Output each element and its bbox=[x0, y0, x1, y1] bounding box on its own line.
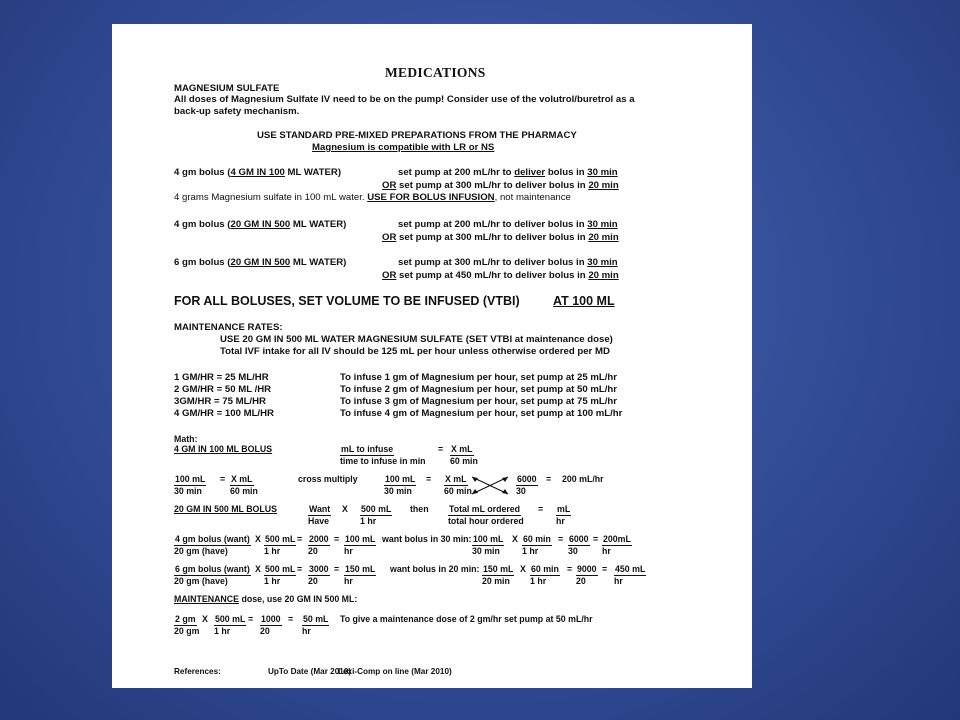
bolus100-label: 4 GM IN 100 ML BOLUS bbox=[174, 444, 273, 454]
then-label: then bbox=[410, 504, 429, 514]
rate-2: 2 GM/HR = 50 ML /HR bbox=[174, 384, 272, 395]
bolus3-line1: set pump at 300 mL/hr to deliver bolus in 30 min bbox=[398, 257, 618, 268]
equals: = bbox=[297, 564, 303, 574]
want-have-fraction: Want Have bbox=[308, 504, 331, 526]
rate-2-desc: To infuse 2 gm of Magnesium per hour, set pump at 50 mL/hr bbox=[340, 384, 618, 395]
times: X bbox=[202, 614, 208, 624]
equals: = bbox=[538, 504, 544, 514]
ex2-want-label: want bolus in 20 min: bbox=[390, 564, 480, 574]
ex1-100-30: 100 mL 30 min bbox=[472, 534, 504, 556]
vtbi-value: AT 100 ML bbox=[553, 294, 615, 308]
page-title: MEDICATIONS bbox=[385, 65, 486, 80]
equals: = bbox=[602, 564, 608, 574]
rate-1-desc: To infuse 1 gm of Magnesium per hour, set pump at 25 mL/hr bbox=[340, 372, 618, 383]
section-heading: MAGNESIUM SULFATE bbox=[174, 83, 280, 94]
ex1-60-1: 60 min 1 hr bbox=[522, 534, 551, 556]
cross-multiply-label: cross multiply bbox=[298, 474, 358, 484]
premix-heading: USE STANDARD PRE-MIXED PREPARATIONS FROM THE PHARMACY bbox=[257, 130, 577, 141]
x-ml-fraction: X mL 60 min bbox=[450, 444, 478, 466]
bolus2-label: 4 gm bolus (20 GM IN 500 ML WATER) bbox=[174, 219, 347, 230]
ex1-200ml-hr: $\frac{200mL}{hr}$ bbox=[602, 534, 631, 556]
times: X bbox=[255, 534, 261, 544]
times: X bbox=[342, 504, 348, 514]
ex1-6000-30: $\frac{6000}{30}$ bbox=[568, 534, 589, 556]
equals: = bbox=[558, 534, 564, 544]
rate-4-desc: To infuse 4 gm of Magnesium per hour, set pump at 100 mL/hr bbox=[340, 408, 623, 419]
ex1-100ml-hr: $\frac{100 mL}{hr}$ bbox=[344, 534, 376, 556]
equals: = bbox=[334, 534, 340, 544]
equals: = bbox=[248, 614, 254, 624]
math-label: Math: bbox=[174, 434, 198, 444]
cross-arrows-icon bbox=[470, 474, 512, 498]
rate-1: 1 GM/HR = 25 ML/HR bbox=[174, 372, 269, 383]
maintenance-line-2: Total IVF intake for all IV should be 125 mL per hour unless otherwise ordered per MD bbox=[220, 346, 610, 357]
intro-line-1: All doses of Magnesium Sulfate IV need to be on the pump! Consider use of the volutrol/buretrol as a bbox=[174, 94, 635, 105]
times: X bbox=[512, 534, 518, 544]
maintenance-dose-label: MAINTENANCE dose, use 20 GM IN 500 ML: bbox=[174, 594, 358, 604]
bolus2-line2: OR set pump at 300 mL/hr to deliver bolus in 20 min bbox=[382, 232, 619, 243]
vtbi-heading: FOR ALL BOLUSES, SET VOLUME TO BE INFUSED (VTBI) bbox=[174, 294, 520, 308]
ex1-want-label: want bolus in 30 min: bbox=[382, 534, 472, 544]
ex2-450ml-hr: $\frac{450 mL}{hr}$ bbox=[614, 564, 646, 586]
equals: = bbox=[593, 534, 599, 544]
intro-line-2: back-up safety mechanism. bbox=[174, 106, 300, 117]
ml-to-infuse-fraction: mL to infuse time to infuse in min bbox=[340, 444, 426, 466]
ex3-50ml-hr: $\frac{50 mL}{hr}$ bbox=[302, 614, 329, 636]
bolus1-line1: set pump at 200 mL/hr to deliver bolus in 30 min bbox=[398, 167, 618, 178]
bolus1-note: 4 grams Magnesium sulfate in 100 mL water. USE FOR BOLUS INFUSION, not maintenance bbox=[174, 192, 571, 203]
bolus500-label: 20 GM IN 500 ML BOLUS bbox=[174, 504, 277, 514]
ex3-1000-20: $\frac{1000}{20}$ bbox=[260, 614, 281, 636]
ex3-text: To give a maintenance dose of 2 gm/hr set pump at 50 mL/hr bbox=[340, 614, 593, 624]
reference-2: Lexi-Comp on line (Mar 2010) bbox=[338, 667, 452, 676]
ratio-x-60: X mL 60 min bbox=[230, 474, 258, 496]
ex1-2000-20: $\frac{2000}{20}$ bbox=[308, 534, 329, 556]
ratio-100-30-b: 100 mL 30 min bbox=[384, 474, 416, 496]
ml-hr-fraction: $\frac{mL}{hr}$ bbox=[556, 504, 571, 526]
times: X bbox=[255, 564, 261, 574]
ex2-want-have: 6 gm bolus (want) 20 gm (have) bbox=[174, 564, 250, 586]
bolus3-line2: OR set pump at 450 mL/hr to deliver bolus in 20 min bbox=[382, 270, 619, 281]
equals: = bbox=[546, 474, 552, 484]
maintenance-line-1: USE 20 GM IN 500 ML WATER MAGNESIUM SULFATE (SET VTBI at maintenance dose) bbox=[220, 334, 613, 345]
document-page bbox=[112, 24, 752, 688]
times: X bbox=[520, 564, 526, 574]
ex2-ml-hr: $\frac{500 mL}{1 hr}$ bbox=[264, 564, 296, 586]
equals: = bbox=[220, 474, 226, 484]
ratio-x-60-b: X mL 60 min bbox=[444, 474, 472, 496]
ex1-ml-hr: $\frac{500 mL}{1 hr}$ bbox=[264, 534, 296, 556]
result-200: 200 mL/hr bbox=[562, 474, 604, 484]
bolus3-label: 6 gm bolus (20 GM IN 500 ML WATER) bbox=[174, 257, 347, 268]
total-fraction: Total mL ordered total hour ordered bbox=[448, 504, 524, 526]
rate-3-desc: To infuse 3 gm of Magnesium per hour, set pump at 75 mL/hr bbox=[340, 396, 618, 407]
equals: = bbox=[567, 564, 573, 574]
equals: = bbox=[426, 474, 432, 484]
ex1-want-have: 4 gm bolus (want) 20 gm (have) bbox=[174, 534, 250, 556]
reference-1: UpTo Date (Mar 2010) bbox=[268, 667, 352, 676]
ex2-60-1: 60 min 1 hr bbox=[530, 564, 559, 586]
maintenance-heading: MAINTENANCE RATES: bbox=[174, 322, 283, 333]
bolus2-line1: set pump at 200 mL/hr to deliver bolus in 30 min bbox=[398, 219, 618, 230]
bolus1-line2: OR set pump at 300 mL/hr to deliver bolus in 20 min bbox=[382, 180, 619, 191]
equals: = bbox=[288, 614, 294, 624]
compat-note: Magnesium is compatible with LR or NS bbox=[312, 142, 495, 153]
ex2-9000-20: $\frac{9000}{20}$ bbox=[576, 564, 597, 586]
ratio-6000-30: $\frac{6000}{30}$ bbox=[516, 474, 537, 496]
rate-4: 4 GM/HR = 100 ML/HR bbox=[174, 408, 274, 419]
ex2-3000-20: $\frac{3000}{20}$ bbox=[308, 564, 329, 586]
rate-3: 3GM/HR = 75 ML/HR bbox=[174, 396, 266, 407]
ex2-150-20: 150 mL 20 min bbox=[482, 564, 514, 586]
bolus1-label: 4 gm bolus (4 GM IN 100 ML WATER) bbox=[174, 167, 342, 178]
equals: = bbox=[297, 534, 303, 544]
ml500-hr-fraction: $\frac{500 mL}{1 hr}$ bbox=[360, 504, 392, 526]
references-label: References: bbox=[174, 667, 221, 676]
ex3-2gm-20gm: $\frac{2 gm}{20 gm}$ bbox=[174, 614, 200, 636]
equals: = bbox=[334, 564, 340, 574]
ex3-ml-hr: $\frac{500 mL}{1 hr}$ bbox=[214, 614, 246, 636]
ex2-150ml-hr: $\frac{150 mL}{hr}$ bbox=[344, 564, 376, 586]
ratio-100-30: 100 mL 30 min bbox=[174, 474, 206, 496]
equals: = bbox=[438, 444, 444, 454]
